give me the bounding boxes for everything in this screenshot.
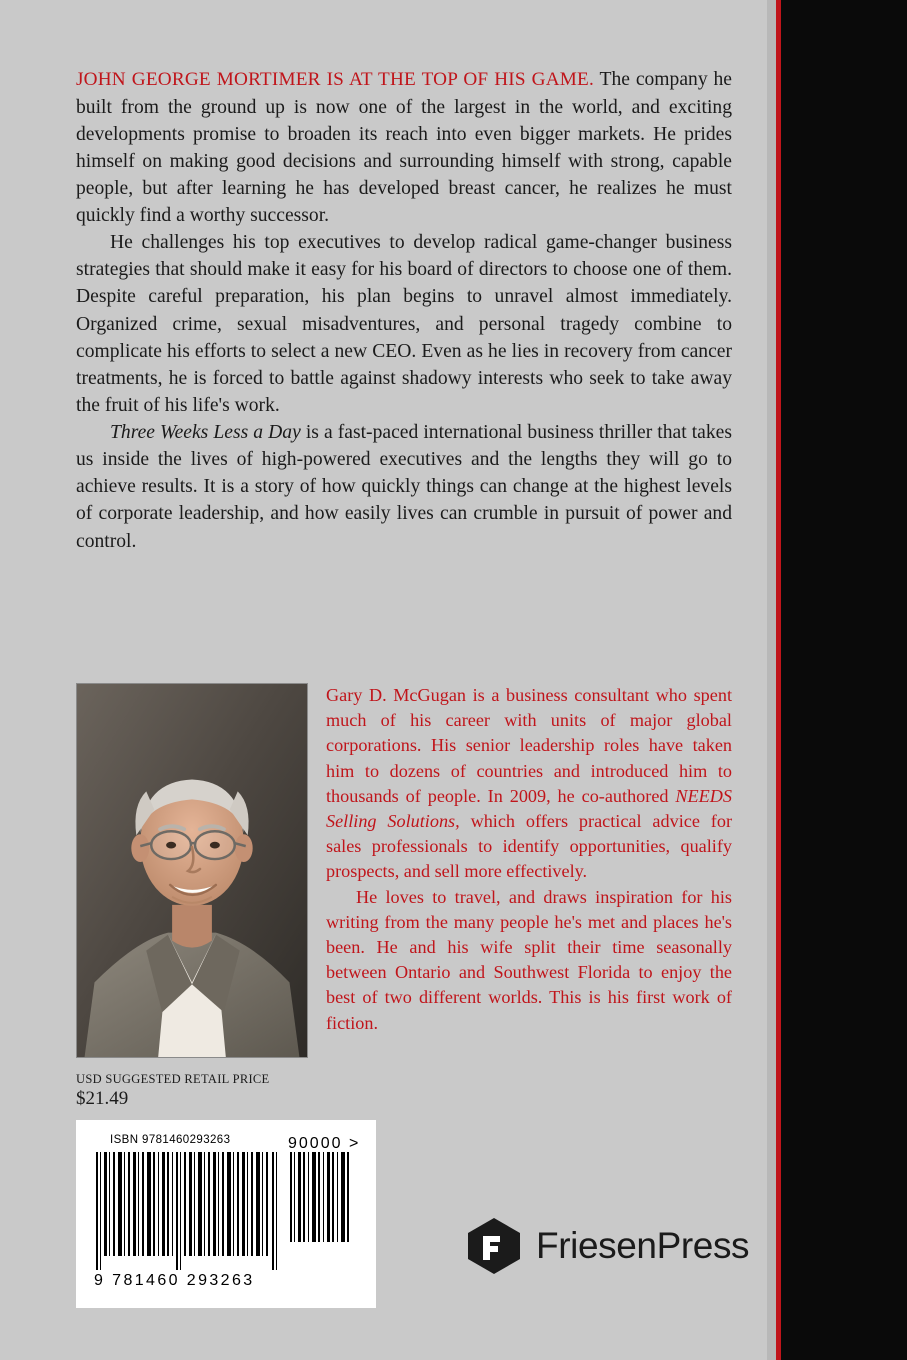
author-portrait-illustration [77, 684, 307, 1057]
barcode-addon-digits: 90000 > [288, 1135, 361, 1152]
barcode-main-bars [96, 1152, 280, 1270]
author-bio-paragraph-1 [326, 683, 732, 885]
author-bio [326, 683, 732, 1036]
price-value: $21.49 [76, 1088, 129, 1109]
price-label: USD SUGGESTED RETAIL PRICE [76, 1072, 270, 1086]
author-previous-book-title: NEEDS Selling Solutions, [326, 785, 732, 832]
author-bio-paragraph-2: He loves to travel, and draws inspiration for his writing from the many people he's met and places he's been. He and his wife split their time seasonally between Ontario and Southwest Florida to enjoy the best of two different worlds. This is his first work of fiction. [326, 886, 732, 1033]
blurb-paragraph-3-rest: is a fast-paced international business thriller that takes us inside the lives of high-powered executives and the lengths they will go to achieve results. It is a story of how quickly things can change at the highest levels of corporate leadership, and how easily lives can crumble in pursuit of power and control. [76, 422, 732, 552]
blurb-paragraph-2: He challenges his top executives to develop radical game-changer business strategies that should make it easy for his board of directors to choose one of them. Despite careful preparation, his plan begins to unravel almost immediately. Organized crime, sexual misadventures, and personal tragedy combine to complicate his efforts to select a new CEO. Even as he lies in recovery from cancer treatments, he is forced to battle against shadowy interests who seek to take away the fruit of his life's work. [76, 232, 732, 416]
spine-grey-edge [767, 0, 776, 1360]
barcode [76, 1120, 376, 1308]
blurb-paragraph-1-rest: The company he built from the ground up is now one of the largest in the world, and exciting developments promise to broaden its reach into even bigger markets. He prides himself on making good decisions and surrounding himself with strong, capable people, but after learning he has developed breast cancer, he realizes he must quickly find a worthy successor. [76, 69, 732, 227]
blurb-lead-caps: JOHN GEORGE MORTIMER IS AT THE TOP OF HIS GAME. [76, 69, 594, 90]
author-bio-paragraph-1-b: which offers practical advice for sales professionals to identify opportunities, qualify prospects, and sell more effectively. [326, 811, 732, 882]
author-photo [76, 683, 308, 1058]
spine-black-panel [781, 0, 907, 1360]
blurb-paragraph-3 [76, 419, 732, 555]
publisher-logo [466, 1216, 749, 1276]
book-description [76, 66, 732, 555]
blurb-paragraph-1 [76, 66, 732, 229]
barcode-isbn-label: ISBN 9781460293263 [110, 1134, 231, 1146]
author-bio-paragraph-1-a: Gary D. McGugan is a business consultant who spent much of his career with units of major global corporations. His senior leadership roles have taken him to dozens of countries and introduced him to thousands of people. In 2009, he co-authored [326, 685, 732, 806]
publisher-name: FriesenPress [536, 1225, 750, 1266]
barcode-human-digits: 9 781460 293263 [94, 1272, 255, 1289]
barcode-addon-bars [290, 1152, 352, 1242]
friesenpress-mark-icon [466, 1216, 522, 1276]
blurb-book-title: Three Weeks Less a Day [110, 422, 301, 444]
